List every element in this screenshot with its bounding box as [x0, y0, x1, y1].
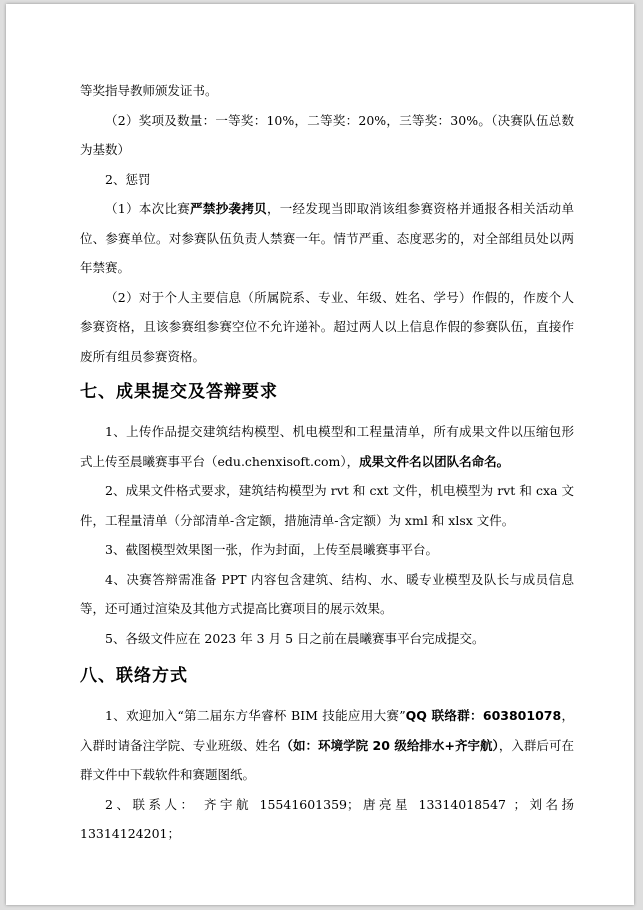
paragraph-award-certificate: 等奖指导教师颁发证书。: [80, 83, 218, 98]
paragraph-penalty-false-info: （2）对于个人主要信息（所属院系、专业、年级、姓名、学号）作假的，作废个人参赛资格，且该参赛组参赛空位不允许递补。超过两人以上信息作假的参赛队伍，直接作废所有组员参赛资格。: [80, 289, 574, 364]
paragraph-upload: [80, 417, 574, 476]
paragraph-penalty-plagiarism: [80, 194, 574, 283]
paragraph-contacts: 2、联系人： 齐宇航 15541601359；唐亮星 13314018547 ；刘名扬 13314124201；: [80, 796, 574, 841]
page-content: [80, 76, 574, 849]
bold-qq-group: QQ 联络群：603801078: [405, 708, 562, 723]
paragraph-qq-group: [80, 701, 574, 790]
text-segment: ，入群后可在群文件中下载软件和赛题图纸。: [80, 737, 574, 782]
paragraph-award-quota: （2）奖项及数量：一等奖：10%，二等奖：20%，三等奖：30%。（决赛队伍总数为基数）: [80, 112, 574, 157]
text-segment: （1）本次比赛: [105, 201, 191, 216]
section-title-contact: 八、联络方式: [80, 666, 188, 686]
text-segment: 1、上传作品提交建筑结构模型、机电模型和工程量清单，所有成果文件以压缩包形式上传至晨曦赛事平台（edu.chenxisoft.com），: [80, 424, 574, 469]
text-segment: ，一经发现当即取消该组参赛资格并通报各相关活动单位、参赛单位。对参赛队伍负责人禁赛一年。情节严重、态度恶劣的，对全部组员处以两年禁赛。: [80, 201, 574, 275]
document-page: [6, 4, 634, 905]
bold-name-example: （如：环境学院 20 级给排水+齐宇航）: [280, 737, 499, 753]
paragraph-deadline: 5、各级文件应在 2023 年 3 月 5 日之前在晨曦赛事平台完成提交。: [105, 630, 485, 646]
paragraph-defense: 4、决赛答辩需准备 PPT 内容包含建筑、结构、水、暖专业模型及队长与成员信息等，还可通过渲染及其他方式提高比赛项目的展示效果。: [80, 571, 574, 616]
bold-file-naming: 成果文件名以团队名命名。: [359, 453, 510, 469]
paragraph-screenshot: 3、截图模型效果图一张，作为封面，上传至晨曦赛事平台。: [105, 542, 438, 557]
bold-no-plagiarism: 严禁抄袭拷贝: [190, 201, 267, 216]
heading-penalty: 2、惩罚: [105, 171, 151, 187]
paragraph-file-format: 2、成果文件格式要求，建筑结构模型为 rvt 和 cxt 文件，机电模型为 rvt 和 cxa 文件，工程量清单（分部清单-含定额，措施清单-含定额）为 xml 和 xlsx 文件。: [80, 483, 574, 528]
section-title-submission: 七、成果提交及答辩要求: [80, 382, 278, 402]
text-segment: ，入群时请备注学院、专业班级、姓名: [80, 708, 574, 753]
text-segment: 1、欢迎加入“第二届东方华睿杯 BIM 技能应用大赛”: [105, 708, 406, 723]
